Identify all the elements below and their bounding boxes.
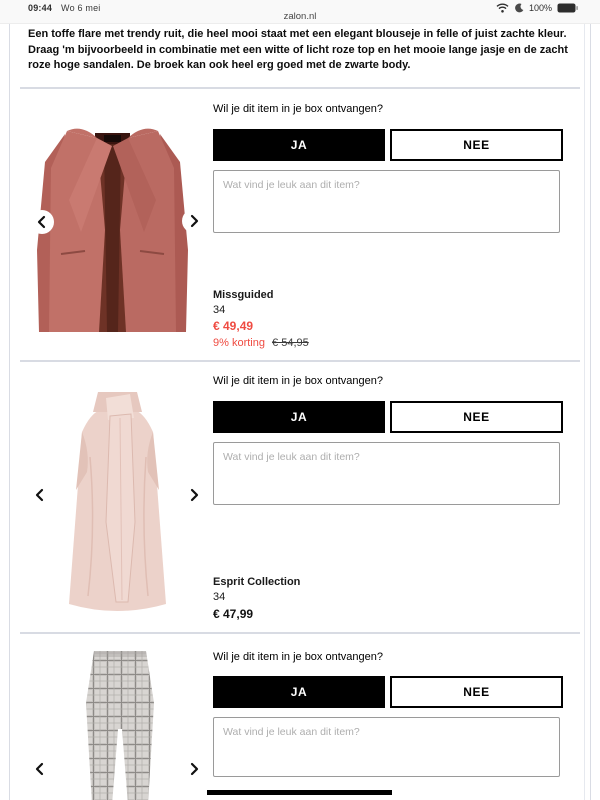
product-brand: Missguided bbox=[213, 289, 274, 301]
product-discount-row bbox=[213, 337, 309, 349]
wifi-icon bbox=[496, 3, 509, 13]
status-time: 09:44 bbox=[28, 3, 53, 13]
product-details bbox=[213, 576, 300, 621]
chevron-left-icon bbox=[34, 488, 46, 502]
card-divider bbox=[20, 360, 580, 362]
chevron-left-icon bbox=[34, 762, 46, 776]
carousel-prev-button[interactable] bbox=[30, 210, 54, 234]
status-icons bbox=[496, 3, 578, 13]
product-brand: Esprit Collection bbox=[213, 576, 301, 588]
battery-percent: 100% bbox=[528, 3, 552, 13]
address-bar[interactable]: zalon.nl bbox=[283, 11, 317, 22]
feedback-textarea[interactable] bbox=[213, 717, 560, 777]
yes-button[interactable]: JA bbox=[213, 129, 385, 161]
no-button[interactable]: NEE bbox=[390, 676, 563, 708]
stylist-intro-text: Een toffe flare met trendy ruit, die heel mooi staat met een elegant blouseje in felle of juist zachte kleur. Draag 'm bijvoorbeeld in combinatie met een witte of licht roze top en het mooie lange jasje en de zacht roze hoge sandalen. De broek kan ook heel erg goed met de zwarte body. bbox=[28, 28, 568, 71]
carousel-next-button[interactable] bbox=[182, 209, 206, 233]
partially-visible-element bbox=[207, 790, 392, 795]
product-card-trousers bbox=[0, 632, 600, 800]
card-divider bbox=[20, 632, 580, 634]
carousel-prev-button[interactable] bbox=[28, 757, 52, 781]
carousel-prev-button[interactable] bbox=[28, 483, 52, 507]
do-not-disturb-moon-icon bbox=[514, 3, 524, 13]
chevron-left-icon bbox=[36, 215, 48, 229]
product-details bbox=[213, 289, 309, 349]
status-date: Wo 6 mei bbox=[61, 3, 101, 13]
carousel-next-button[interactable] bbox=[182, 757, 206, 781]
discount-label: 9% korting bbox=[213, 337, 265, 349]
battery-icon bbox=[557, 3, 578, 13]
product-price: € 49,49 bbox=[213, 319, 254, 333]
product-size: 34 bbox=[213, 591, 226, 603]
product-price: € 47,99 bbox=[213, 607, 254, 621]
no-button[interactable]: NEE bbox=[390, 129, 563, 161]
keep-item-question: Wil je dit item in je box ontvangen? bbox=[213, 651, 383, 663]
original-price: € 54,95 bbox=[272, 337, 309, 349]
yes-button[interactable]: JA bbox=[213, 401, 385, 433]
product-image-grey-plaid-trousers bbox=[50, 645, 190, 800]
product-card-top bbox=[0, 360, 600, 632]
carousel-next-button[interactable] bbox=[182, 483, 206, 507]
product-card-blazer bbox=[0, 87, 600, 360]
keep-item-question: Wil je dit item in je box ontvangen? bbox=[213, 103, 383, 115]
yes-button[interactable]: JA bbox=[213, 676, 385, 708]
chevron-right-icon bbox=[188, 214, 200, 228]
status-bar bbox=[0, 0, 600, 24]
chevron-right-icon bbox=[188, 488, 200, 502]
feedback-textarea[interactable] bbox=[213, 170, 560, 233]
keep-item-question: Wil je dit item in je box ontvangen? bbox=[213, 375, 383, 387]
product-size: 34 bbox=[213, 304, 226, 316]
card-divider bbox=[20, 87, 580, 89]
chevron-right-icon bbox=[188, 762, 200, 776]
feedback-textarea[interactable] bbox=[213, 442, 560, 505]
no-button[interactable]: NEE bbox=[390, 401, 563, 433]
product-image-pink-tie-neck-top bbox=[40, 372, 195, 620]
